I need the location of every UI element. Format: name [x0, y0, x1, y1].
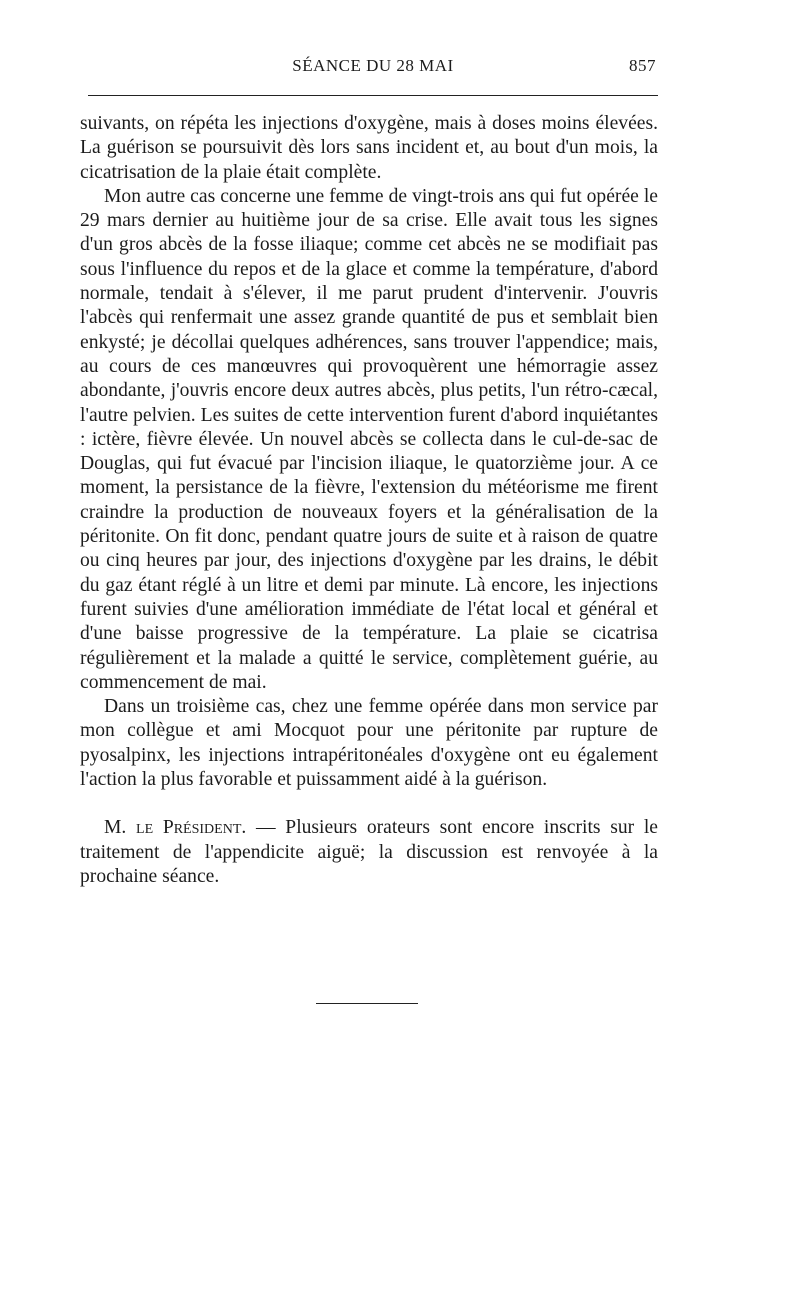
paragraph-third-case: Dans un troisième cas, chez une femme opérée dans mon service par mon collègue et ami Mocquot pour une péritonite par rupture de pyosalpinx, les injections intrapéritonéales d'oxygène ont eu également l'action la plus favorable et puissamment aidé à la guérison.	[80, 696, 658, 791]
paragraph-second-case: Mon autre cas concerne une femme de vingt-trois ans qui fut opérée le 29 mars dernier au huitième jour de sa crise. Elle avait tous les signes d'un gros abcès de la fosse iliaque; comme cet abcès ne se modifiait pas sous l'influence du repos et de la glace et comme la température, d'abord normale, tendait à s'élever, il me parut prudent d'intervenir. J'ouvris l'abcès qui renfermait une assez grande quantité de pus et semblait bien enkysté; je décollai quelques adhérences, sans trouver l'appendice; mais, au cours de ces manœuvres qui provoquèrent une hémorragie assez abondante, j'ouvris encore deux autres abcès, plus petits, l'un rétro-cæcal, l'autre pelvien. Les suites de cette intervention furent d'abord inquiétantes : ictère, fièvre élevée. Un nouvel abcès se collecta dans le cul-de-sac de Douglas, qui fut évacué par l'incision iliaque, le quatorzième jour. A ce moment, la persistance de la fièvre, l'extension du météorisme me firent craindre la production de nouveaux foyers et la généralisation de la péritonite. On fit donc, pendant quatre jours de suite et à raison de quatre ou cinq heures par jour, des injections d'oxygène par les drains, le débit du gaz étant réglé à un litre et demi par minute. Là encore, les injections furent suivies d'une amélioration immédiate de l'état local et général et d'une baisse progressive de la température. La plaie se cicatrisa régulièrement et la malade a quitté le service, complètement guérie, au commencement de mai.	[80, 185, 658, 693]
running-title: SÉANCE DU 28 MAI	[292, 56, 454, 75]
speech-text: — Plusieurs orateurs sont encore inscrits sur le traitement de l'appendicite aiguë; la discussion est renvoyée à la prochaine séance.	[80, 817, 659, 887]
body-text	[80, 112, 658, 889]
running-head	[88, 52, 658, 82]
page-number: 857	[629, 56, 656, 75]
president-statement	[80, 816, 658, 889]
speaker-name: M. le Président.	[104, 817, 247, 839]
section-end-rule	[316, 1003, 418, 1004]
paragraph-continuation: suivants, on répéta les injections d'oxygène, mais à doses moins élevées. La guérison se poursuivit dès lors sans incident et, au bout d'un mois, la cicatrisation de la plaie était complète.	[80, 113, 658, 183]
header-rule	[88, 95, 658, 96]
